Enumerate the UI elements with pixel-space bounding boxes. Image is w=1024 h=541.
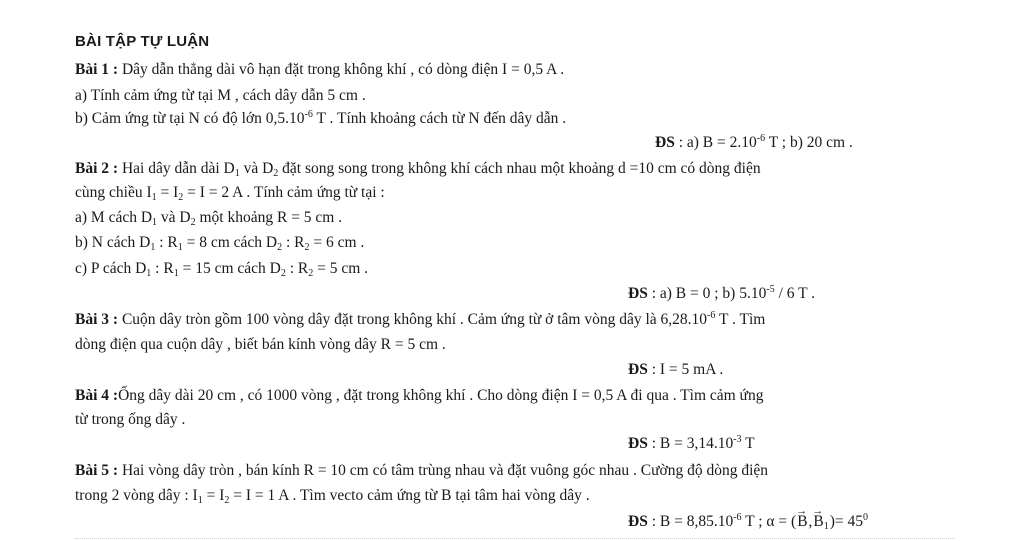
bai2-statement-line2: cùng chiều $I_1 = I_2 = I = 2$ A . Tính cảm ứng từ tại : [75,184,385,203]
bai4-label: Bài 4 : [75,387,119,404]
bai3-label: Bài 3 : [75,311,119,328]
vector-b1: → $B_1$ [812,512,829,532]
vector-b: → B [796,512,808,532]
page-title: BÀI TẬP TỰ LUẬN [75,33,210,50]
bai2-part-c: c) P cách $D_1$ : $R_1 = 15$ cm cách $D_2$ : $R_2 = 5$ cm . [75,260,369,279]
bottom-divider [75,538,955,540]
bai3-statement-line2: dòng điện qua cuộn dây , biết bán kính vòng dây R = 5 cm . [75,336,446,353]
bai2-answer: ĐS : a) B = 0 ; b) $5.10^{-5} / 6$ T . [628,284,816,302]
bai4-statement-line1: Bài 4 :Ống dây dài 20 cm , có 1000 vòng , đặt trong không khí . Cho dòng điện I = 0,5 A đi qua . Tìm cảm ứng [75,387,764,404]
bai1-label: Bài 1 : [75,61,119,78]
bai5-label: Bài 5 : [75,462,119,479]
bai4-answer: ĐS : $B = 3,14.10^{-3}$ T [628,434,755,452]
bai5-statement-line2: trong 2 vòng dây : $I_1 = I_2 = I = 1$ A . Tìm vecto cảm ứng từ B tại tâm hai vòng dây . [75,487,590,506]
bai1-statement: Bài 1 : Dây dẫn thẳng dài vô hạn đặt trong không khí , có dòng điện I = 0,5 A . [75,61,565,78]
bai1-part-b: b) Cảm ứng từ tại N có độ lớn $0,5.10^{-6}$ T . Tính khoảng cách từ N đến dây dẫn . [75,109,567,127]
bai2-part-b: b) N cách $D_1$ : $R_1 = 8$ cm cách $D_2$ : $R_2 = 6$ cm . [75,234,365,253]
bai3-statement-line1: Bài 3 : Cuộn dây tròn gồm 100 vòng dây đặt trong không khí . Cảm ứng từ ở tâm vòng dây là $6,28.10^{-6}$ T . Tìm [75,310,766,328]
bai3-answer: ĐS : I = 5 mA . [628,361,724,378]
bai5-statement-line1: Bài 5 : Hai vòng dây tròn , bán kính R = 10 cm có tâm trùng nhau và đặt vuông góc nhau . Cường độ dòng điện [75,462,769,479]
bai1-part-a: a) Tính cảm ứng từ tại M , cách dây dẫn 5 cm . [75,87,366,104]
bai2-statement-line1: Bài 2 : Hai dây dẫn dài $D_1$ và $D_2$ đặt song song trong không khí cách nhau một khoảng d =10 cm có dòng điện [75,160,761,179]
bai2-label: Bài 2 : [75,160,119,177]
bai2-part-a: a) M cách $D_1$ và $D_2$ một khoảng R = 5 cm . [75,209,343,228]
bai5-answer: ĐS : $B = 8,85.10^{-6}$ T ; α = (→ $B,\to B_1)= 45^0$ [628,512,868,532]
bai1-answer: ĐS : a) $B = 2.10^{-6}$ T ; b) 20 cm . [655,133,853,151]
bai4-statement-line2: từ trong ống dây . [75,411,186,428]
